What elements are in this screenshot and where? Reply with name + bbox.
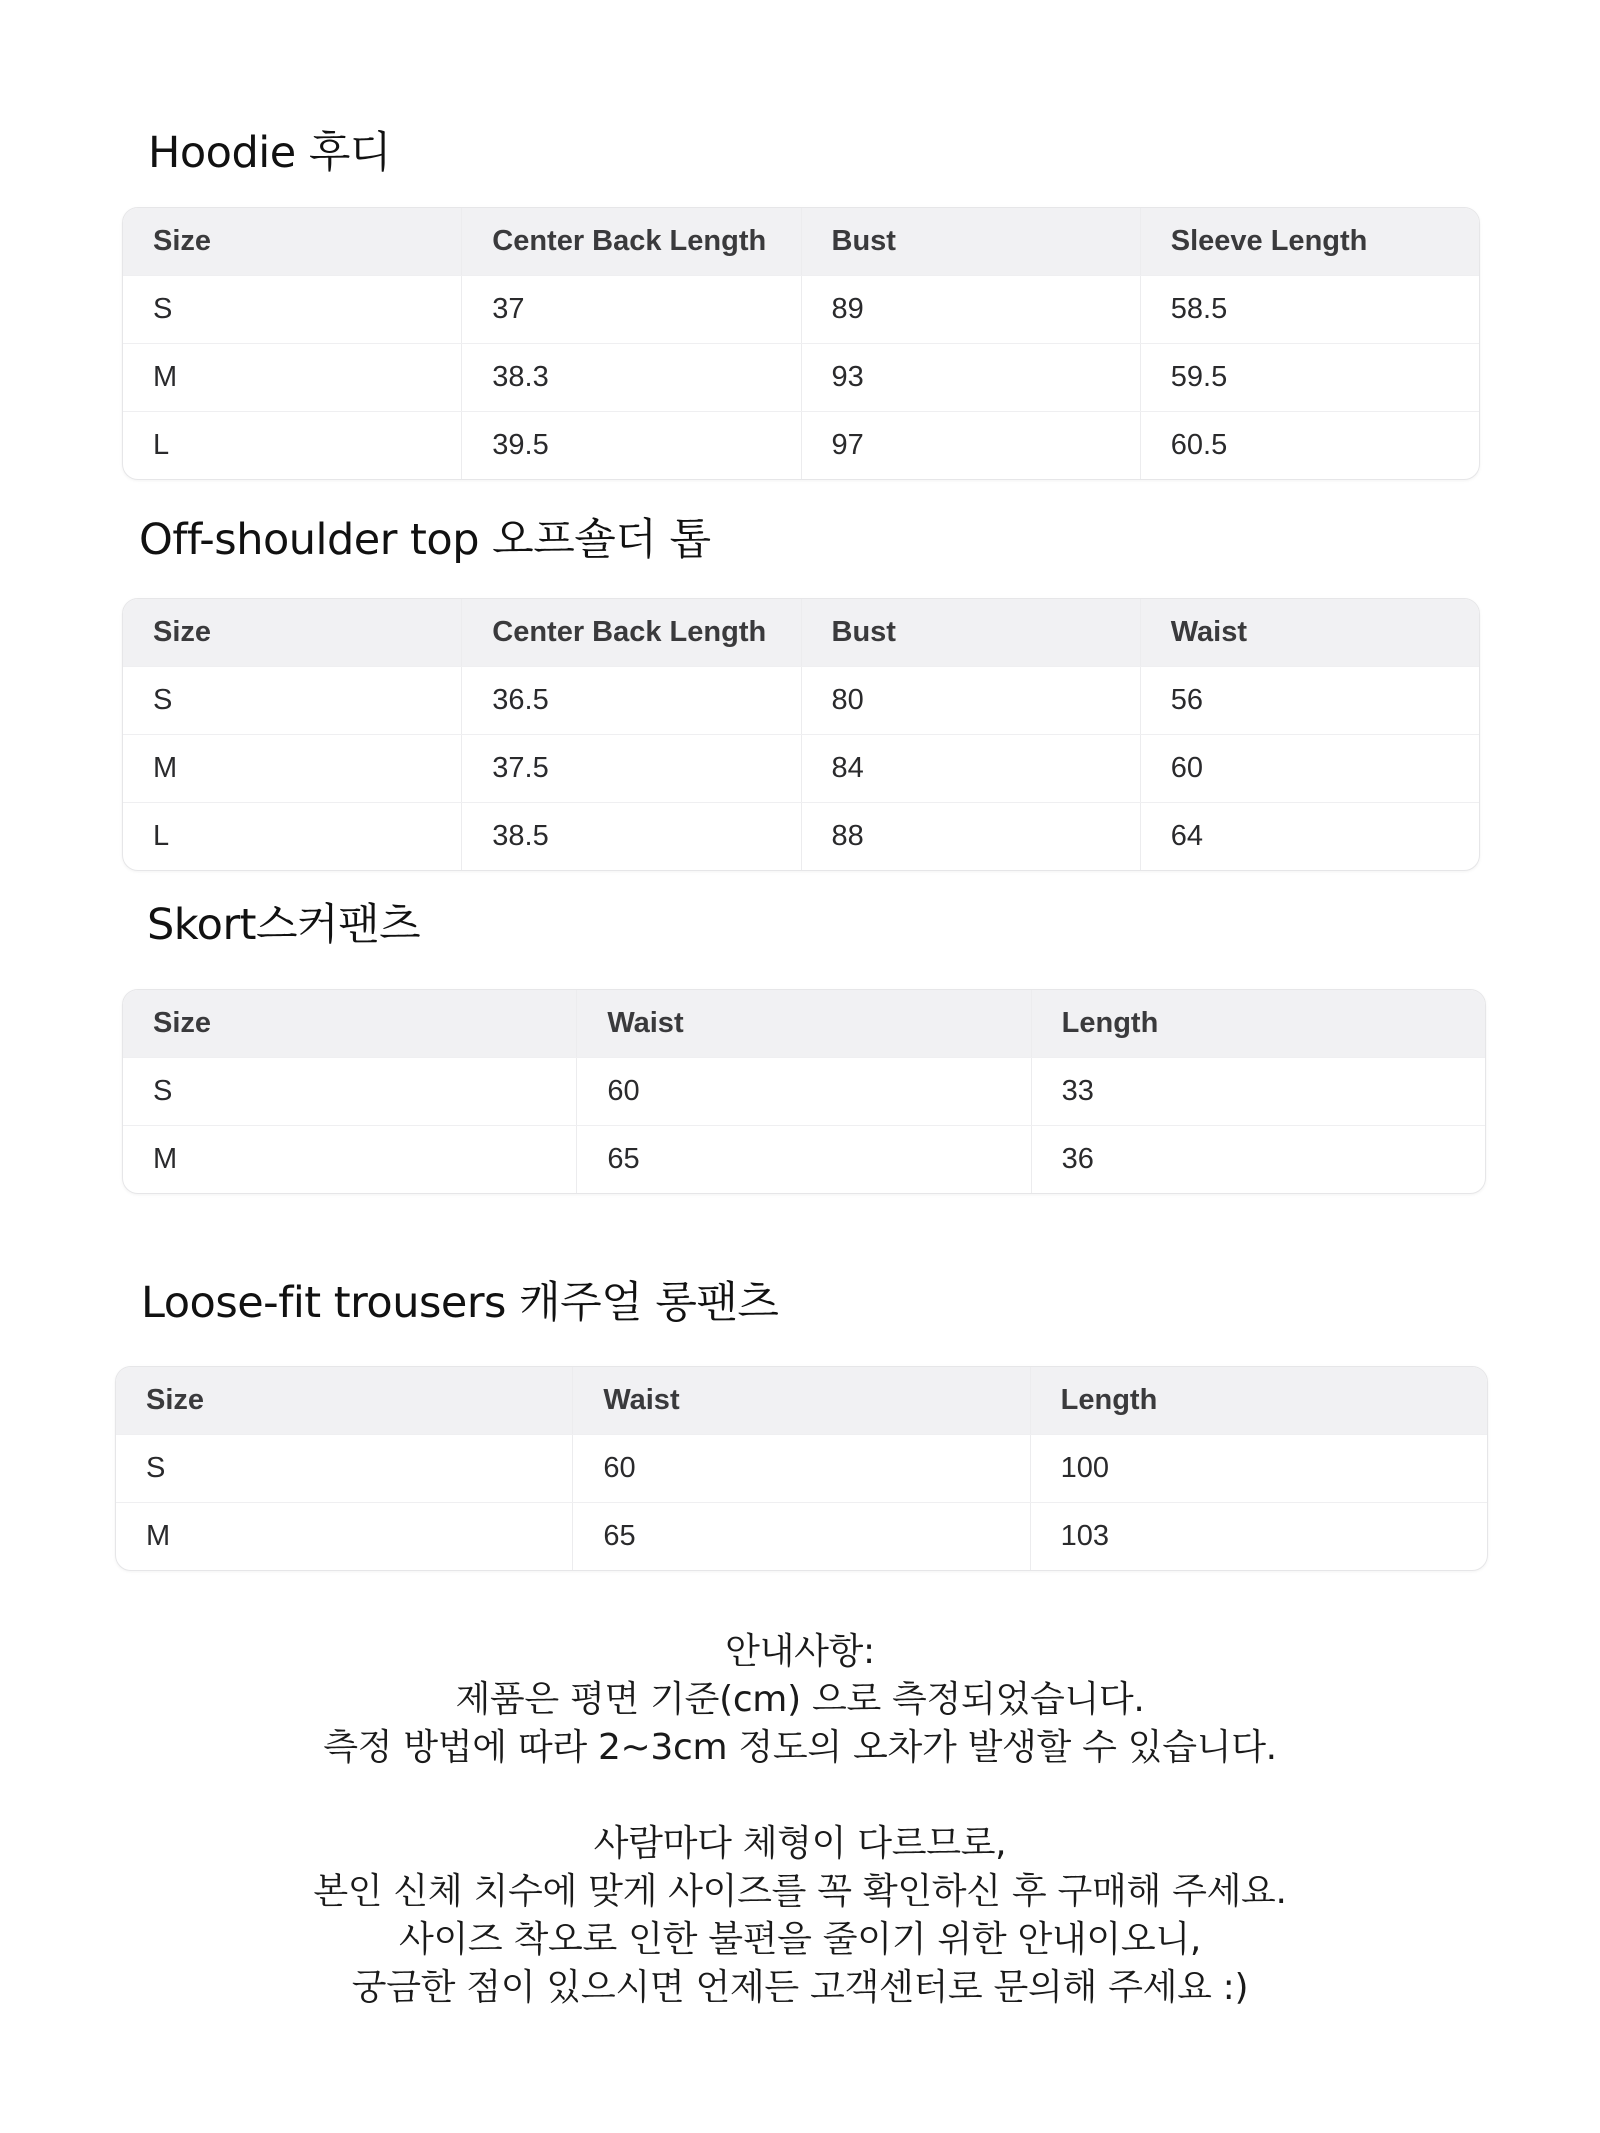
off-shoulder-top-title: Off-shoulder top 오프숄더 톱 [139, 515, 711, 565]
table-row [123, 411, 1479, 479]
hoodie-title: Hoodie 후디 [148, 128, 391, 178]
cell-bust: 97 [801, 412, 1140, 479]
cell-center-back-length: 39.5 [461, 412, 800, 479]
cell-size: S [153, 1075, 173, 1107]
column-header-bust: Bust [801, 208, 1140, 275]
cell-waist: 64 [1140, 803, 1479, 870]
column-header-size: Size [153, 225, 212, 257]
column-header-waist: Waist [572, 1367, 1029, 1434]
hoodie-size-table [122, 207, 1480, 480]
cell-size: S [153, 684, 173, 716]
column-header-size: Size [153, 1007, 212, 1039]
notice-heading: 안내사항: [725, 1631, 875, 1672]
table-row [123, 1125, 1485, 1193]
cell-size: S [153, 293, 173, 325]
cell-size: L [153, 820, 170, 852]
cell-center-back-length: 36.5 [461, 667, 800, 734]
cell-size: S [146, 1452, 166, 1484]
cell-size: M [153, 1143, 178, 1175]
cell-waist: 60 [1140, 735, 1479, 802]
loose-fit-trousers-title: Loose-fit trousers 캐주얼 롱팬츠 [141, 1278, 779, 1328]
cell-sleeve-length: 60.5 [1140, 412, 1479, 479]
notice-line: 궁금한 점이 있으시면 언제든 고객센터로 문의해 주세요 :) [351, 1967, 1249, 2008]
loose-fit-trousers-size-table [115, 1366, 1488, 1571]
column-header-center-back-length: Center Back Length [461, 208, 800, 275]
skort-size-table [122, 989, 1486, 1194]
table-row [123, 666, 1479, 734]
cell-size: M [153, 752, 178, 784]
notice-line: 본인 신체 치수에 맞게 사이즈를 꼭 확인하신 후 구매해 주세요. [313, 1871, 1287, 1912]
cell-bust: 93 [801, 344, 1140, 411]
cell-waist: 60 [576, 1058, 1030, 1125]
table-row [123, 734, 1479, 802]
table-row [123, 1057, 1485, 1125]
cell-length: 100 [1030, 1435, 1487, 1502]
cell-sleeve-length: 58.5 [1140, 276, 1479, 343]
column-header-waist: Waist [576, 990, 1030, 1057]
size-notice [0, 1628, 1600, 2012]
notice-line: 사람마다 체형이 다르므로, [593, 1823, 1007, 1864]
cell-bust: 89 [801, 276, 1140, 343]
table-row [123, 802, 1479, 870]
notice-line: 제품은 평면 기준(cm) 으로 측정되었습니다. [455, 1679, 1145, 1720]
column-header-size: Size [146, 1384, 205, 1416]
cell-center-back-length: 38.3 [461, 344, 800, 411]
cell-size: M [153, 361, 178, 393]
table-row [116, 1434, 1487, 1502]
cell-size: L [153, 429, 170, 461]
notice-line: 사이즈 착오로 인한 불편을 줄이기 위한 안내이오니, [398, 1919, 1201, 1960]
off-shoulder-top-size-table [122, 598, 1480, 871]
column-header-waist: Waist [1140, 599, 1479, 666]
notice-spacer [0, 1772, 1600, 1820]
cell-bust: 88 [801, 803, 1140, 870]
table-header-row [116, 1367, 1487, 1434]
table-header-row [123, 990, 1485, 1057]
table-row [123, 275, 1479, 343]
notice-line: 측정 방법에 따라 2~3cm 정도의 오차가 발생할 수 있습니다. [323, 1727, 1277, 1768]
column-header-length: Length [1030, 1367, 1487, 1434]
cell-waist: 60 [572, 1435, 1029, 1502]
cell-center-back-length: 37.5 [461, 735, 800, 802]
cell-size: M [146, 1520, 171, 1552]
cell-center-back-length: 38.5 [461, 803, 800, 870]
cell-waist: 65 [576, 1126, 1030, 1193]
cell-length: 33 [1031, 1058, 1485, 1125]
column-header-bust: Bust [801, 599, 1140, 666]
cell-length: 103 [1030, 1503, 1487, 1570]
column-header-center-back-length: Center Back Length [461, 599, 800, 666]
cell-sleeve-length: 59.5 [1140, 344, 1479, 411]
column-header-sleeve-length: Sleeve Length [1140, 208, 1479, 275]
cell-waist: 65 [572, 1503, 1029, 1570]
cell-center-back-length: 37 [461, 276, 800, 343]
table-row [116, 1502, 1487, 1570]
table-header-row [123, 599, 1479, 666]
column-header-length: Length [1031, 990, 1485, 1057]
cell-length: 36 [1031, 1126, 1485, 1193]
cell-waist: 56 [1140, 667, 1479, 734]
table-row [123, 343, 1479, 411]
cell-bust: 80 [801, 667, 1140, 734]
skort-title: Skort스커팬츠 [147, 900, 421, 950]
table-header-row [123, 208, 1479, 275]
cell-bust: 84 [801, 735, 1140, 802]
column-header-size: Size [153, 616, 212, 648]
